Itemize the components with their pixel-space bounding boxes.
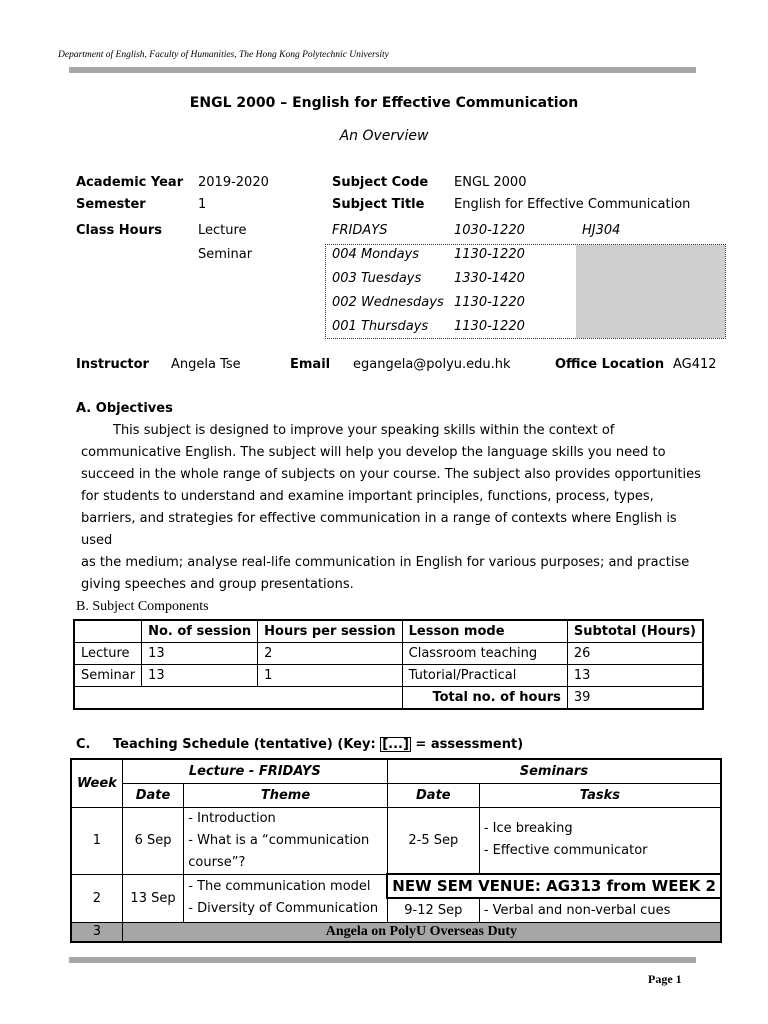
theme-cell [184, 807, 388, 874]
subject-title-label: Subject Title [332, 197, 425, 212]
header-rule [69, 67, 696, 73]
seminar-time: 1330-1420 [454, 271, 525, 286]
table-cell: 2 [258, 643, 402, 665]
date-header: Date [387, 783, 479, 807]
academic-year-value: 2019-2020 [198, 175, 269, 190]
week-cell: 2 [71, 874, 122, 922]
table-cell: Lecture [74, 643, 142, 665]
week-header: Week [71, 759, 122, 807]
seminar-day: 003 Tuesdays [332, 271, 422, 286]
objectives-paragraph [81, 420, 701, 596]
footer-rule [69, 957, 696, 963]
overseas-duty-note: Angela on PolyU Overseas Duty [122, 922, 721, 942]
theme-line: - Introduction [188, 810, 276, 826]
academic-year-label: Academic Year [76, 175, 184, 190]
table-cell: 13 [567, 665, 703, 687]
objectives-line: communicative English. The subject will help you develop the language skills you need to [81, 445, 666, 460]
page-number: Page 1 [648, 972, 682, 986]
seminar-time: 1130-1220 [454, 319, 525, 334]
seminar-label: Seminar [198, 247, 253, 262]
week-cell: 1 [71, 807, 122, 874]
subject-title-value: English for Effective Communication [454, 197, 691, 212]
date-cell: 13 Sep [122, 874, 183, 922]
office-value: AG412 [673, 357, 717, 372]
seminar-date-cell: 2-5 Sep [387, 807, 479, 874]
header-cell: Lesson mode [402, 620, 567, 643]
theme-line: - Diversity of Communication [188, 901, 379, 916]
table-cell: Seminar [74, 665, 142, 687]
objectives-heading: A. Objectives [76, 401, 173, 416]
objectives-line: giving speeches and group presentations. [81, 577, 354, 592]
objectives-line: succeed in the whole range of subjects on your course. The subject also provides opportunities [81, 467, 701, 482]
components-table [73, 619, 704, 710]
lecture-room: HJ304 [582, 223, 621, 238]
seminar-day: 001 Thursdays [332, 319, 429, 334]
seminar-time: 1130-1220 [454, 295, 525, 310]
instructor-label: Instructor [76, 357, 149, 372]
theme-header: Theme [184, 783, 388, 807]
date-cell: 6 Sep [122, 807, 183, 874]
document-title: ENGL 2000 – English for Effective Communication [189, 95, 579, 111]
tasks-cell: - Verbal and non-verbal cues [479, 898, 721, 922]
venue-notice: NEW SEM VENUE: AG313 from WEEK 2 [387, 874, 721, 898]
assessment-key-box: [...] [382, 737, 409, 752]
week-cell: 3 [71, 922, 122, 942]
table-cell: 13 [142, 643, 258, 665]
table-cell: Tutorial/Practical [402, 665, 567, 687]
subject-code-value: ENGL 2000 [454, 175, 527, 190]
schedule-heading-letter: C. [76, 737, 91, 752]
document-subtitle: An Overview [339, 128, 429, 144]
tasks-header: Tasks [479, 783, 721, 807]
seminar-date-cell: 9-12 Sep [387, 898, 479, 922]
objectives-line: This subject is designed to improve your speaking skills within the context of [113, 423, 615, 438]
seminar-time: 1130-1220 [454, 247, 525, 262]
semester-value: 1 [198, 197, 207, 212]
total-label: Total no. of hours [402, 687, 567, 710]
header-cell: Subtotal (Hours) [567, 620, 703, 643]
seminars-group-header: Seminars [387, 759, 721, 783]
department-header: Department of English, Faculty of Humanities, The Hong Kong Polytechnic University [58, 50, 389, 60]
table-cell: 1 [258, 665, 402, 687]
objectives-line: barriers, and strategies for effective communication in a range of contexts where English is used [81, 511, 677, 548]
total-value: 39 [567, 687, 703, 710]
semester-label: Semester [76, 197, 146, 212]
lecture-time: 1030-1220 [454, 223, 525, 238]
seminar-day: 002 Wednesdays [332, 295, 444, 310]
subject-code-label: Subject Code [332, 175, 429, 190]
table-cell: Classroom teaching [402, 643, 567, 665]
lecture-day: FRIDAYS [332, 223, 388, 238]
date-header: Date [122, 783, 183, 807]
schedule-heading-text: Teaching Schedule (tentative) (Key: [113, 737, 381, 752]
class-hours-label: Class Hours [76, 223, 162, 238]
objectives-line: as the medium; analyse real-life communication in English for various purposes; and practise [81, 555, 690, 570]
email-value: egangela@polyu.edu.hk [353, 357, 511, 372]
seminar-day: 004 Mondays [332, 247, 420, 262]
theme-line: course”? [188, 854, 246, 870]
task-line: - Effective communicator [483, 843, 648, 859]
theme-line: - What is a “communication [188, 832, 370, 848]
header-cell: Hours per session [258, 620, 402, 643]
table-row [71, 874, 721, 898]
table-cell [74, 687, 402, 710]
schedule-subheader [71, 783, 721, 807]
table-row [74, 665, 703, 687]
table-row [71, 922, 721, 942]
header-cell [74, 620, 142, 643]
schedule-heading-text-end: = assessment) [410, 737, 524, 752]
table-header-row [74, 620, 703, 643]
table-cell: 13 [142, 665, 258, 687]
schedule-group-header [71, 759, 721, 783]
task-line: - Ice breaking [483, 821, 573, 837]
seminar-room-shade [576, 245, 725, 338]
email-label: Email [290, 357, 331, 372]
lecture-group-header: Lecture - FRIDAYS [122, 759, 387, 783]
tasks-cell [479, 807, 721, 874]
table-total-row [74, 687, 703, 710]
schedule-table [70, 758, 722, 943]
objectives-line: for students to understand and examine important principles, functions, process, types, [81, 489, 654, 504]
theme-cell [184, 874, 388, 922]
theme-line: - The communication model [188, 879, 371, 894]
schedule-heading [113, 737, 523, 752]
instructor-name: Angela Tse [171, 357, 241, 372]
header-cell: No. of session [142, 620, 258, 643]
components-heading: B. Subject Components [76, 599, 209, 614]
table-row [74, 643, 703, 665]
office-label: Office Location [555, 357, 665, 372]
lecture-label: Lecture [198, 223, 247, 238]
table-row [71, 807, 721, 874]
table-cell: 26 [567, 643, 703, 665]
